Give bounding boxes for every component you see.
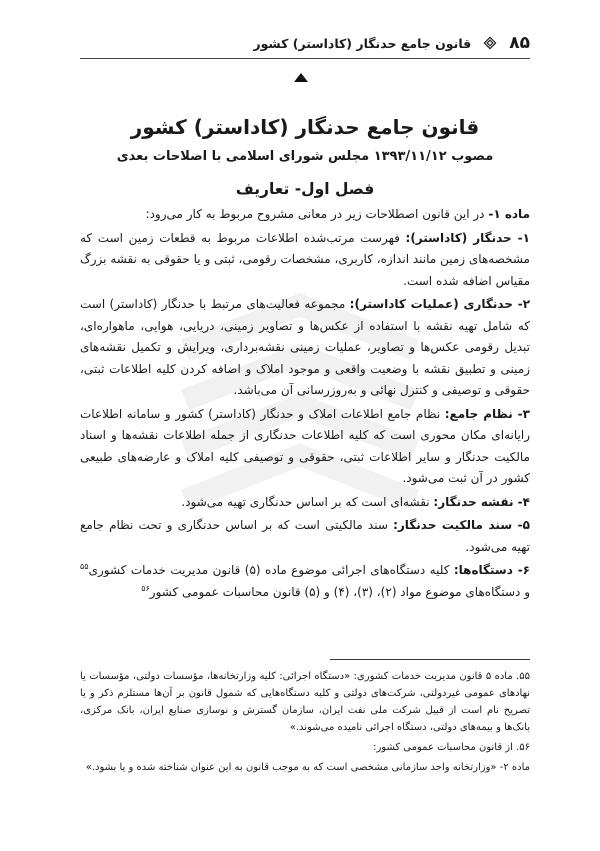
definition-term: ۳- نظام جامع:: [444, 406, 530, 421]
definition-text: سند مالکیتی است که بر اساس حدنگاری و تحت نظام جامع تهیه می‌شود.: [80, 518, 530, 554]
footnotes: [80, 668, 530, 779]
definition-term: ۲- حدنگاری (عملیات کاداستر):: [349, 297, 531, 311]
article-1: [80, 204, 530, 226]
running-header: [80, 30, 530, 56]
ornament-icon: [483, 36, 497, 50]
definition-term: ۱- حدنگار (کاداستر):: [405, 230, 530, 245]
footnote-55: ۵۵. ماده ۵ قانون مدیریت خدمات کشوری: «دستگاه اجرائی: کلیه وزارتخانه‌ها، مؤسسات دولتی، مؤسسات یا نهادهای عمومی غیردولتی، شرکت‌های دولتی و کلیه دستگاه‌هایی که شمول قانون بر آن‌ها مستلزم ذکر و یا تصریح نام است از قبیل شرکت ملی نفت ایران، سازمان گسترش و نوسازی صنایع ایران، بانک مرکزی، بانک‌ها و بیمه‌های دولتی، دستگاه اجرائی نامیده می‌شوند.»: [80, 671, 530, 733]
definition-term: ۶- دستگاه‌ها:: [453, 563, 530, 577]
definition-text-cont: و دستگاه‌های موضوع مواد (۲)، (۳)، (۴) و (۵) قانون محاسبات عمومی کشور: [149, 584, 530, 599]
definition-1: [80, 228, 530, 293]
document-subtitle: مصوب ۱۳۹۳/۱۱/۱۲ مجلس شورای اسلامی با اصلاحات بعدی: [116, 149, 494, 164]
footnote-56-continued: ماده ۲- «وزارتخانه واحد سازمانی مشخصی است که به موجب قانون به این عنوان شناخته شده و یا بشود.»: [85, 762, 530, 773]
definition-4: [80, 492, 530, 514]
page-number: ۸۵: [509, 33, 530, 53]
article-term: ماده ۱-: [488, 207, 530, 221]
article-text: در این قانون اصطلاحات زیر در معانی مشروح مربوط به کار می‌رود:: [145, 207, 489, 221]
definition-text: نقشه‌ای است که بر اساس حدنگاری تهیه می‌شود.: [181, 494, 434, 509]
definition-2: [80, 294, 530, 402]
definition-term: ۴- نقشه حدنگار:: [433, 494, 530, 509]
footnote-56: ۵۶. از قانون محاسبات عمومی کشور:: [373, 742, 530, 753]
main-content: [80, 112, 530, 605]
footnote-ref-55[interactable]: ۵۵: [80, 562, 89, 571]
running-title: قانون جامع حدنگار (کاداستر) کشور: [253, 35, 472, 51]
definition-text: نظام جامع اطلاعات املاک و حدنگار (کاداستر) کشور و سامانه اطلاعات رایانه‌ای مکان محوری است که کلیه اطلاعات حدنگاری از جمله اطلاعات نقشه‌ها و اسناد مالکیت حدنگار و سایر اطلاعات ثبتی، حقوقی و توصیفی کلیه املاک و عارضه‌های طبیعی کشور در آن ثبت می‌شود.: [80, 406, 530, 485]
header-rule: [80, 58, 530, 59]
up-triangle-icon: [294, 73, 308, 82]
chapter-title: فصل اول- تعاریف: [235, 180, 375, 198]
footnote-rule: [330, 659, 530, 660]
definition-term: ۵- سند مالکیت حدنگار:: [393, 518, 530, 532]
footnote-ref-56[interactable]: ۵۶: [141, 583, 150, 593]
definition-text: کلیه دستگاه‌های اجرائی موضوع ماده (۵) قانون مدیریت خدمات کشوری: [88, 563, 454, 577]
definition-text: مجموعه فعالیت‌های مرتبط با حدنگار (کاداستر) است که شامل تهیه نقشه با استفاده از عکس‌ها و تصاویر زمینی، دریایی، هوایی، ماهواره‌ای، تبدیل رقومی عکس‌ها و تصاویر، عملیات زمینی نقشه‌برداری، ویرایش و تکمیل نقشه‌های زمینی و تطبیق نقشه با وضعیت واقعی و موجود املاک و اضافه کردن کلیه اطلاعات ثبتی، حقوقی و توصیفی و کنترل نهائی و به‌روزرسانی آن می‌باشد.: [80, 297, 530, 397]
definition-6: [80, 560, 530, 603]
definition-3: [80, 404, 530, 490]
document-title: قانون جامع حدنگار (کاداستر) کشور: [130, 115, 480, 139]
definition-text: فهرست مرتب‌شده اطلاعات مربوط به قطعات زمین است که مشخصه‌های زمین مانند اندازه، کاربری، مشخصات رقومی، ثبتی و یا حقوقی به نقشه بزرگ مقیاس اضافه شده است.: [80, 230, 530, 288]
definition-5: [80, 515, 530, 558]
